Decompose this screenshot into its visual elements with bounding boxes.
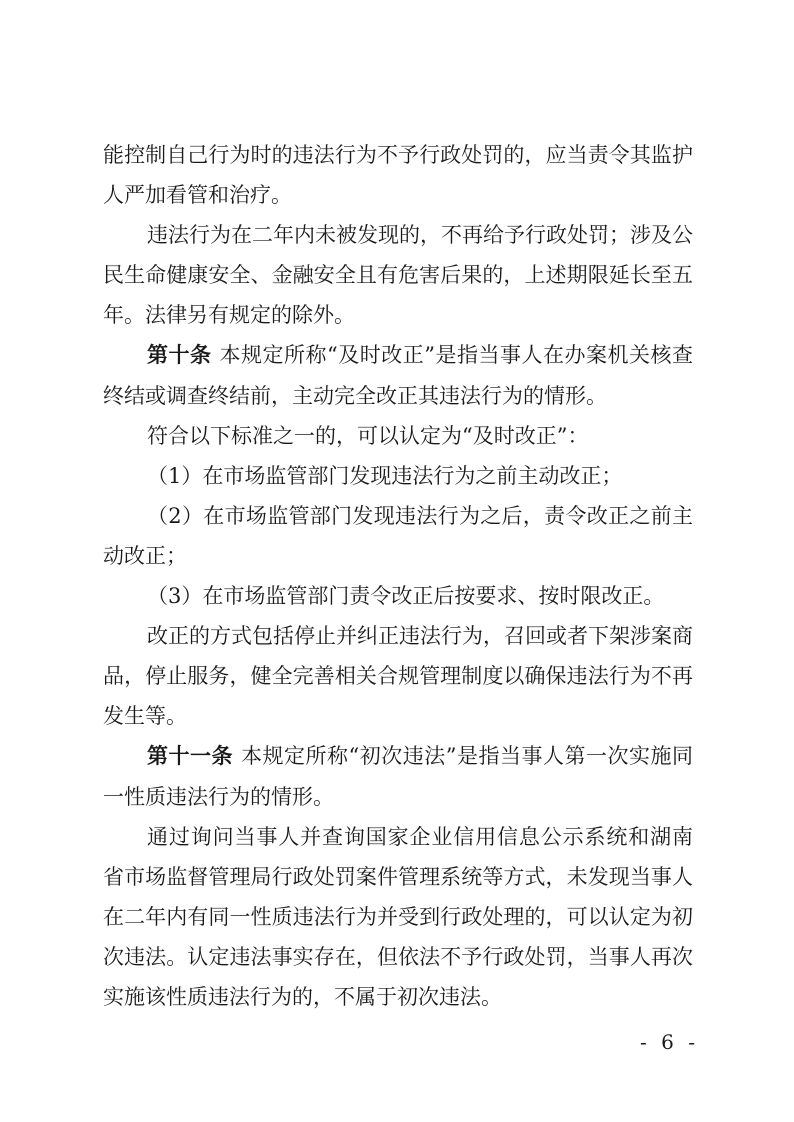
paragraph xyxy=(103,496,693,576)
line-text: 改正的方式包括停止并纠正违法行为，召回或者下架涉案商 xyxy=(147,624,693,649)
paragraph xyxy=(103,335,693,415)
line-text: 省市场监督管理局行政处罚案件管理系统等方式，未发现当事人 xyxy=(103,864,693,889)
text-line xyxy=(103,857,693,897)
paragraph xyxy=(103,817,693,1017)
paragraph xyxy=(103,416,693,456)
line-text: 次违法。认定违法事实存在，但依法不予行政处罚，当事人再次 xyxy=(103,944,693,969)
line-text: （2）在市场监管部门发现违法行为之后，责令改正之前主 xyxy=(147,503,693,528)
text-line xyxy=(103,897,693,937)
text-line xyxy=(103,255,693,295)
paragraph xyxy=(103,576,693,616)
line-text: 一性质违法行为的情形。 xyxy=(103,784,334,809)
line-text: 在二年内有同一性质违法行为并受到行政处理的，可以认定为初 xyxy=(103,904,693,929)
text-line xyxy=(103,135,693,175)
line-text: 本规定所称“初次违法”是指当事人第一次实施同 xyxy=(241,744,693,769)
text-line xyxy=(103,977,693,1017)
text-line xyxy=(103,777,693,817)
line-text: 品，停止服务，健全完善相关合规管理制度以确保违法行为不再 xyxy=(103,664,693,689)
text-line xyxy=(103,215,693,255)
paragraph xyxy=(103,135,693,215)
line-text: 发生等。 xyxy=(103,704,187,729)
line-text: 民生命健康安全、金融安全且有危害后果的，上述期限延长至五 xyxy=(103,263,693,288)
paragraph xyxy=(103,456,693,496)
text-line xyxy=(103,536,693,576)
text-line xyxy=(103,335,693,375)
text-line xyxy=(103,656,693,696)
text-line xyxy=(103,937,693,977)
article-label: 第十一条 xyxy=(147,743,234,769)
page-number: - 6 - xyxy=(640,1030,699,1054)
text-line xyxy=(103,817,693,857)
line-text: 符合以下标准之一的，可以认定为“及时改正”： xyxy=(147,423,589,448)
paragraph xyxy=(103,215,693,335)
line-text: 实施该性质违法行为的，不属于初次违法。 xyxy=(103,984,502,1009)
line-text: 本规定所称“及时改正”是指当事人在办案机关核查 xyxy=(219,343,693,368)
text-line xyxy=(103,295,693,335)
line-text: 动改正； xyxy=(103,543,187,568)
line-text: 能控制自己行为时的违法行为不予行政处罚的，应当责令其监护 xyxy=(103,143,693,167)
line-text: 人严加看管和治疗。 xyxy=(103,183,292,208)
text-line xyxy=(103,175,693,215)
line-text: 终结或调查终结前，主动完全改正其违法行为的情形。 xyxy=(103,383,607,408)
article-label: 第十条 xyxy=(147,342,212,368)
text-line xyxy=(103,696,693,736)
text-line xyxy=(103,736,693,776)
line-text: 通过询问当事人并查询国家企业信用信息公示系统和湖南 xyxy=(147,824,693,849)
line-text: （3）在市场监管部门责令改正后按要求、按时限改正。 xyxy=(147,584,665,609)
text-line xyxy=(103,376,693,416)
text-line xyxy=(103,416,693,456)
text-line xyxy=(103,456,693,496)
text-line xyxy=(103,616,693,656)
line-text: （1）在市场监管部门发现违法行为之前主动改正； xyxy=(147,463,623,488)
text-line xyxy=(103,576,693,616)
paragraph xyxy=(103,616,693,736)
document-body xyxy=(103,135,693,1017)
paragraph xyxy=(103,736,693,816)
text-line xyxy=(103,496,693,536)
line-text: 年。法律另有规定的除外。 xyxy=(103,303,355,328)
line-text: 违法行为在二年内未被发现的，不再给予行政处罚；涉及公 xyxy=(147,223,693,248)
